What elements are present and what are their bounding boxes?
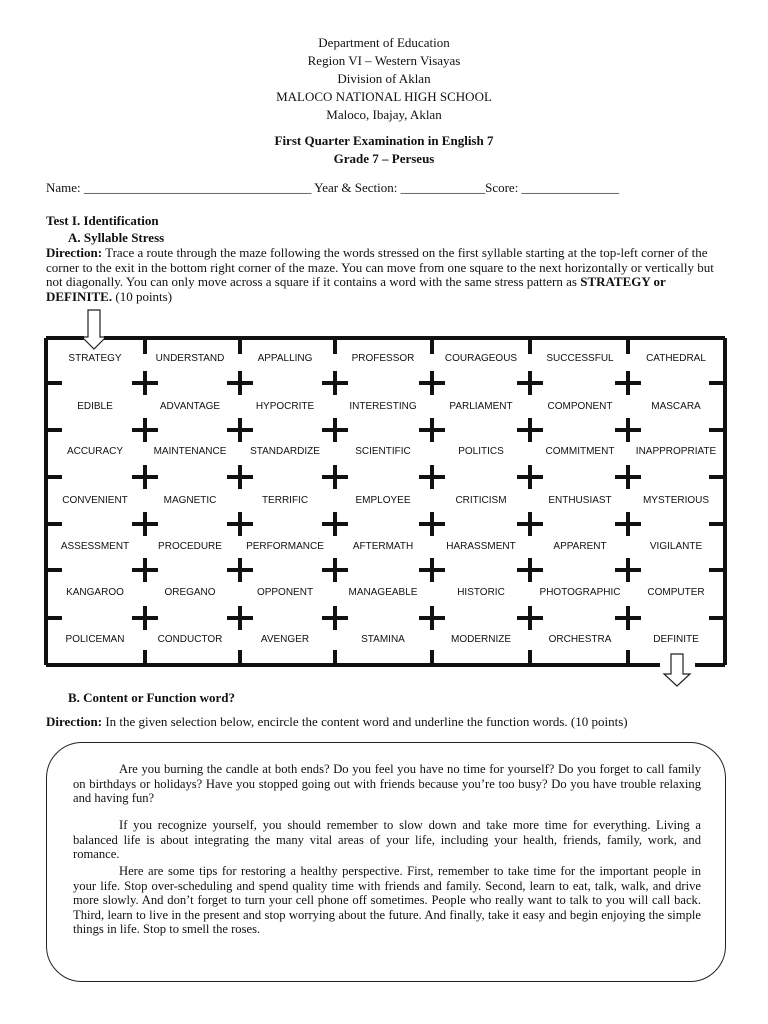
direction-bold: STRATEGY or DEFINITE. xyxy=(46,274,666,304)
maze-word[interactable]: PERFORMANCE xyxy=(246,541,324,552)
maze-word[interactable]: STANDARDIZE xyxy=(250,446,320,457)
maze-word[interactable]: INTERESTING xyxy=(349,401,417,412)
exam-grade: Grade 7 – Perseus xyxy=(333,151,435,166)
maze-word[interactable]: POLICEMAN xyxy=(65,634,125,645)
direction-b-text: In the given selection below, encircle the content word and underline the function words. (10 points) xyxy=(102,714,628,729)
header-line-division: Division of Aklan xyxy=(337,71,431,86)
test1-title: Test I. Identification xyxy=(46,213,159,228)
maze-word[interactable]: COMMITMENT xyxy=(545,446,615,457)
maze-word[interactable]: EDIBLE xyxy=(77,401,113,412)
maze-word[interactable]: COMPUTER xyxy=(647,587,705,598)
maze-word[interactable]: ADVANTAGE xyxy=(159,401,221,412)
maze-word[interactable]: COMPONENT xyxy=(547,401,613,412)
direction-b-label: Direction: xyxy=(46,714,103,729)
direction-text: Trace a route through the maze following the words stressed on the first syllable starting at the top-left corner of the corner to the exit in the bottom right corner of the maze. You can move from one square to the next horizontally or vertically but not diagonally. You can only move across a square if it contains a word with the same stress pattern as xyxy=(46,245,714,289)
maze-words xyxy=(61,353,717,645)
maze-word[interactable]: SUCCESSFUL xyxy=(546,353,614,364)
maze-word[interactable]: HARASSMENT xyxy=(446,541,516,552)
maze-word[interactable]: PHOTOGRAPHIC xyxy=(539,587,621,598)
test1-part-a-title: A. Syllable Stress xyxy=(68,230,165,245)
test1b-direction xyxy=(46,714,736,730)
maze-word[interactable]: VIGILANTE xyxy=(649,541,703,552)
maze-word[interactable]: MYSTERIOUS xyxy=(642,495,710,506)
maze-word[interactable]: PARLIAMENT xyxy=(449,401,513,412)
maze-word[interactable]: MAGNETIC xyxy=(163,495,217,506)
maze-word[interactable]: CRITICISM xyxy=(455,495,507,506)
maze-word[interactable]: PROCEDURE xyxy=(158,541,222,552)
passage-box xyxy=(46,742,726,982)
maze-word[interactable]: MANAGEABLE xyxy=(348,587,418,598)
maze-word[interactable]: KANGAROO xyxy=(66,587,124,598)
passage-paragraph-1: Are you burning the candle at both ends? Do you feel you have no time for yourself? Do you forget to call family on birthdays or holidays? Have you stopped going out with friends because you’re too busy? Do you have trouble relaxing and having fun? xyxy=(73,762,701,806)
header-line-address: Maloco, Ibajay, Aklan xyxy=(326,107,442,122)
exam-title: First Quarter Examination in English 7 xyxy=(274,133,494,148)
maze-word[interactable]: APPALLING xyxy=(257,353,313,364)
maze-word[interactable]: ASSESSMENT xyxy=(60,541,130,552)
maze-word[interactable]: COURAGEOUS xyxy=(444,353,518,364)
maze-word[interactable]: AFTERMATH xyxy=(352,541,414,552)
maze-exit-arrow-icon xyxy=(664,654,690,686)
maze-word[interactable]: CATHEDRAL xyxy=(646,353,706,364)
header-line-department: Department of Education xyxy=(318,35,450,50)
maze-word[interactable]: CONDUCTOR xyxy=(157,634,223,645)
maze-word[interactable]: AVENGER xyxy=(260,634,310,645)
maze-word[interactable]: HISTORIC xyxy=(457,587,505,598)
maze-word[interactable]: MASCARA xyxy=(651,401,701,412)
maze-word[interactable]: CONVENIENT xyxy=(62,495,128,506)
maze-word[interactable]: ACCURACY xyxy=(66,446,124,457)
maze-word[interactable]: STRATEGY xyxy=(68,353,122,364)
maze-word[interactable]: INAPPROPRIATE xyxy=(635,446,717,457)
maze-word[interactable]: SCIENTIFIC xyxy=(355,446,411,457)
maze-entry-arrow-icon xyxy=(82,310,106,349)
maze-word[interactable]: UNDERSTAND xyxy=(155,353,225,364)
student-info-line[interactable]: Name: ___________________________________ Year & Section: _____________Score: _______________ xyxy=(46,180,620,195)
maze-word[interactable]: DEFINITE xyxy=(653,634,699,645)
header-line-region: Region VI – Western Visayas xyxy=(307,53,461,68)
maze-word[interactable]: OPPONENT xyxy=(256,587,314,598)
maze-word[interactable]: OREGANO xyxy=(164,587,216,598)
maze-word[interactable]: PROFESSOR xyxy=(351,353,415,364)
maze-word[interactable]: ORCHESTRA xyxy=(548,634,612,645)
maze-word[interactable]: POLITICS xyxy=(458,446,504,457)
test1-part-b-title: B. Content or Function word? xyxy=(68,690,235,705)
maze-word[interactable]: APPARENT xyxy=(553,541,607,552)
direction-label: Direction: xyxy=(46,245,103,260)
maze-word[interactable]: EMPLOYEE xyxy=(355,495,411,506)
maze-word[interactable]: HYPOCRITE xyxy=(255,401,315,412)
maze-word[interactable]: ENTHUSIAST xyxy=(548,495,612,506)
header-line-school: MALOCO NATIONAL HIGH SCHOOL xyxy=(276,89,492,104)
passage-paragraph-2: If you recognize yourself, you should remember to slow down and take more time for everything. Living a balanced life is about integrating the many vital areas of your life, including your health, friends, family, work, and romance. xyxy=(73,818,701,862)
passage-paragraph-3: Here are some tips for restoring a healthy perspective. First, remember to take time for the important people in your life. Stop over-scheduling and spend quality time with friends and family. Second, learn to eat, talk, walk, and drive more slowly. And don’t forget to turn your cell phone off sometimes. People who really want to talk to you will call back. Third, learn to live in the present and stop worrying about the future. And finally, take it easy and begin enjoying the simple things in life. Stop to smell the roses. xyxy=(73,864,701,937)
maze-word[interactable]: STAMINA xyxy=(361,634,405,645)
maze-word[interactable]: MODERNIZE xyxy=(451,634,511,645)
direction-points: (10 points) xyxy=(112,288,173,304)
maze-word[interactable]: TERRIFIC xyxy=(261,495,309,506)
maze-word[interactable]: MAINTENANCE xyxy=(153,446,227,457)
